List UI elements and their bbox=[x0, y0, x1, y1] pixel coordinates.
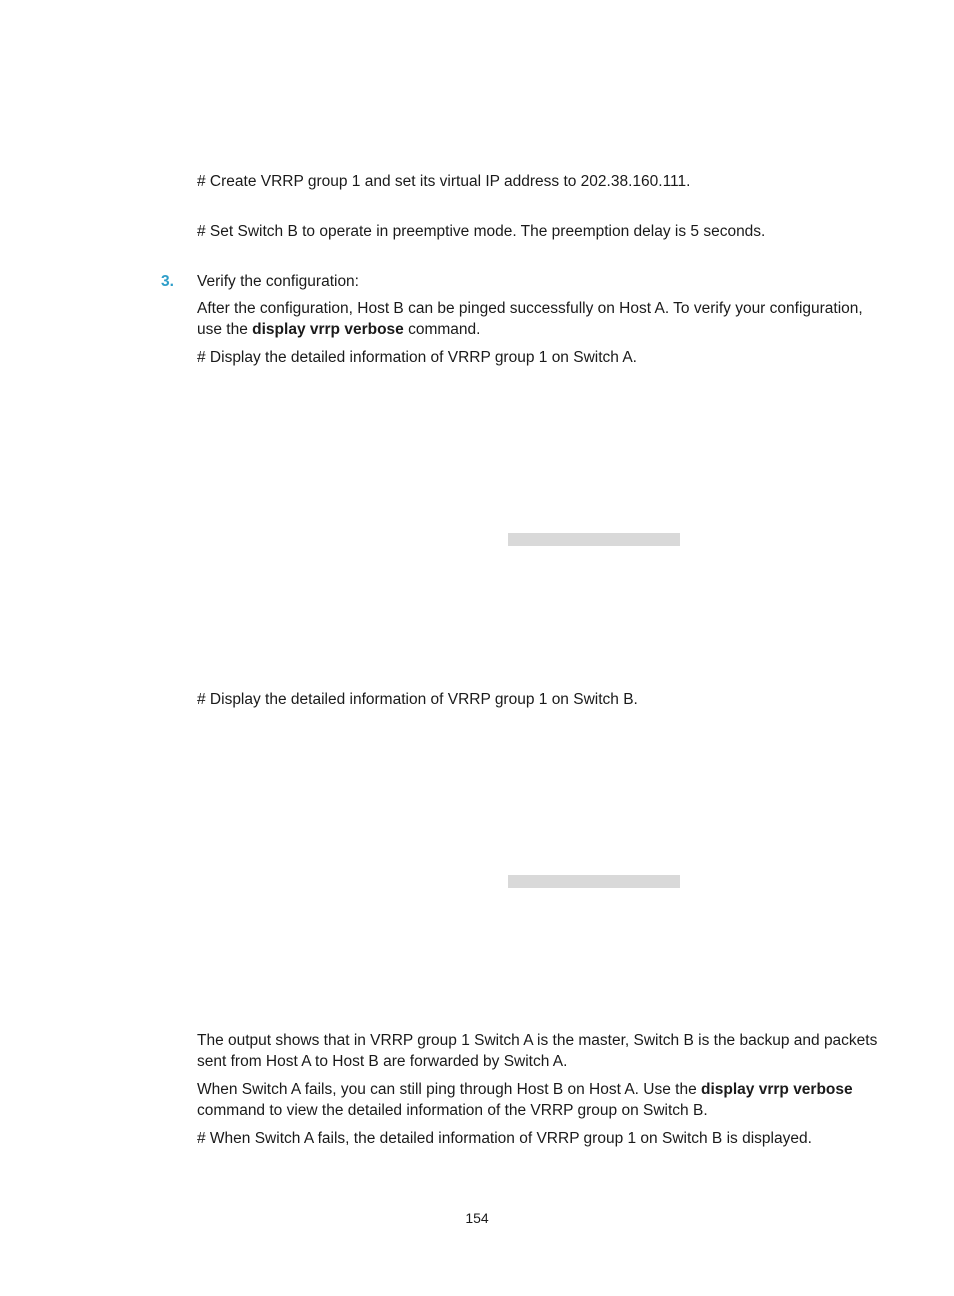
paragraph-line: use the bbox=[197, 321, 253, 338]
highlight-bar bbox=[508, 533, 680, 546]
highlight-bar bbox=[508, 875, 680, 888]
command-display-vrrp-verbose: display vrrp verbose bbox=[252, 321, 404, 338]
paragraph-line: command. bbox=[403, 321, 481, 338]
command-display-vrrp-verbose: display vrrp verbose bbox=[701, 1081, 853, 1098]
step-number: 3. bbox=[161, 273, 174, 290]
paragraph-display-switch-a: # Display the detailed information of VRRP group 1 on Switch A. bbox=[197, 349, 637, 366]
paragraph-line: sent from Host A to Host B are forwarded by Switch A. bbox=[197, 1053, 568, 1070]
paragraph-switch-a-fails-display: # When Switch A fails, the detailed information of VRRP group 1 on Switch B is displayed. bbox=[197, 1130, 812, 1147]
paragraph-when-switch-a-fails bbox=[197, 1079, 869, 1121]
paragraph-after-configuration bbox=[197, 298, 869, 340]
page-number: 154 bbox=[465, 1210, 489, 1226]
paragraph-line: When Switch A fails, you can still ping through Host B on Host A. Use the bbox=[197, 1081, 702, 1098]
paragraph-line: The output shows that in VRRP group 1 Switch A is the master, Switch B is the backup and packets bbox=[197, 1032, 878, 1049]
paragraph-output-shows bbox=[197, 1030, 878, 1072]
paragraph-line: command to view the detailed information of the VRRP group on Switch B. bbox=[197, 1102, 708, 1119]
paragraph-create-vrrp-group: # Create VRRP group 1 and set its virtual IP address to 202.38.160.111. bbox=[197, 173, 691, 190]
paragraph-line: After the configuration, Host B can be pinged successfully on Host A. To verify your configuration, bbox=[197, 300, 863, 317]
paragraph-set-preemptive-mode: # Set Switch B to operate in preemptive mode. The preemption delay is 5 seconds. bbox=[197, 223, 766, 240]
step-title: Verify the configuration: bbox=[197, 273, 359, 290]
paragraph-display-switch-b: # Display the detailed information of VRRP group 1 on Switch B. bbox=[197, 691, 638, 708]
